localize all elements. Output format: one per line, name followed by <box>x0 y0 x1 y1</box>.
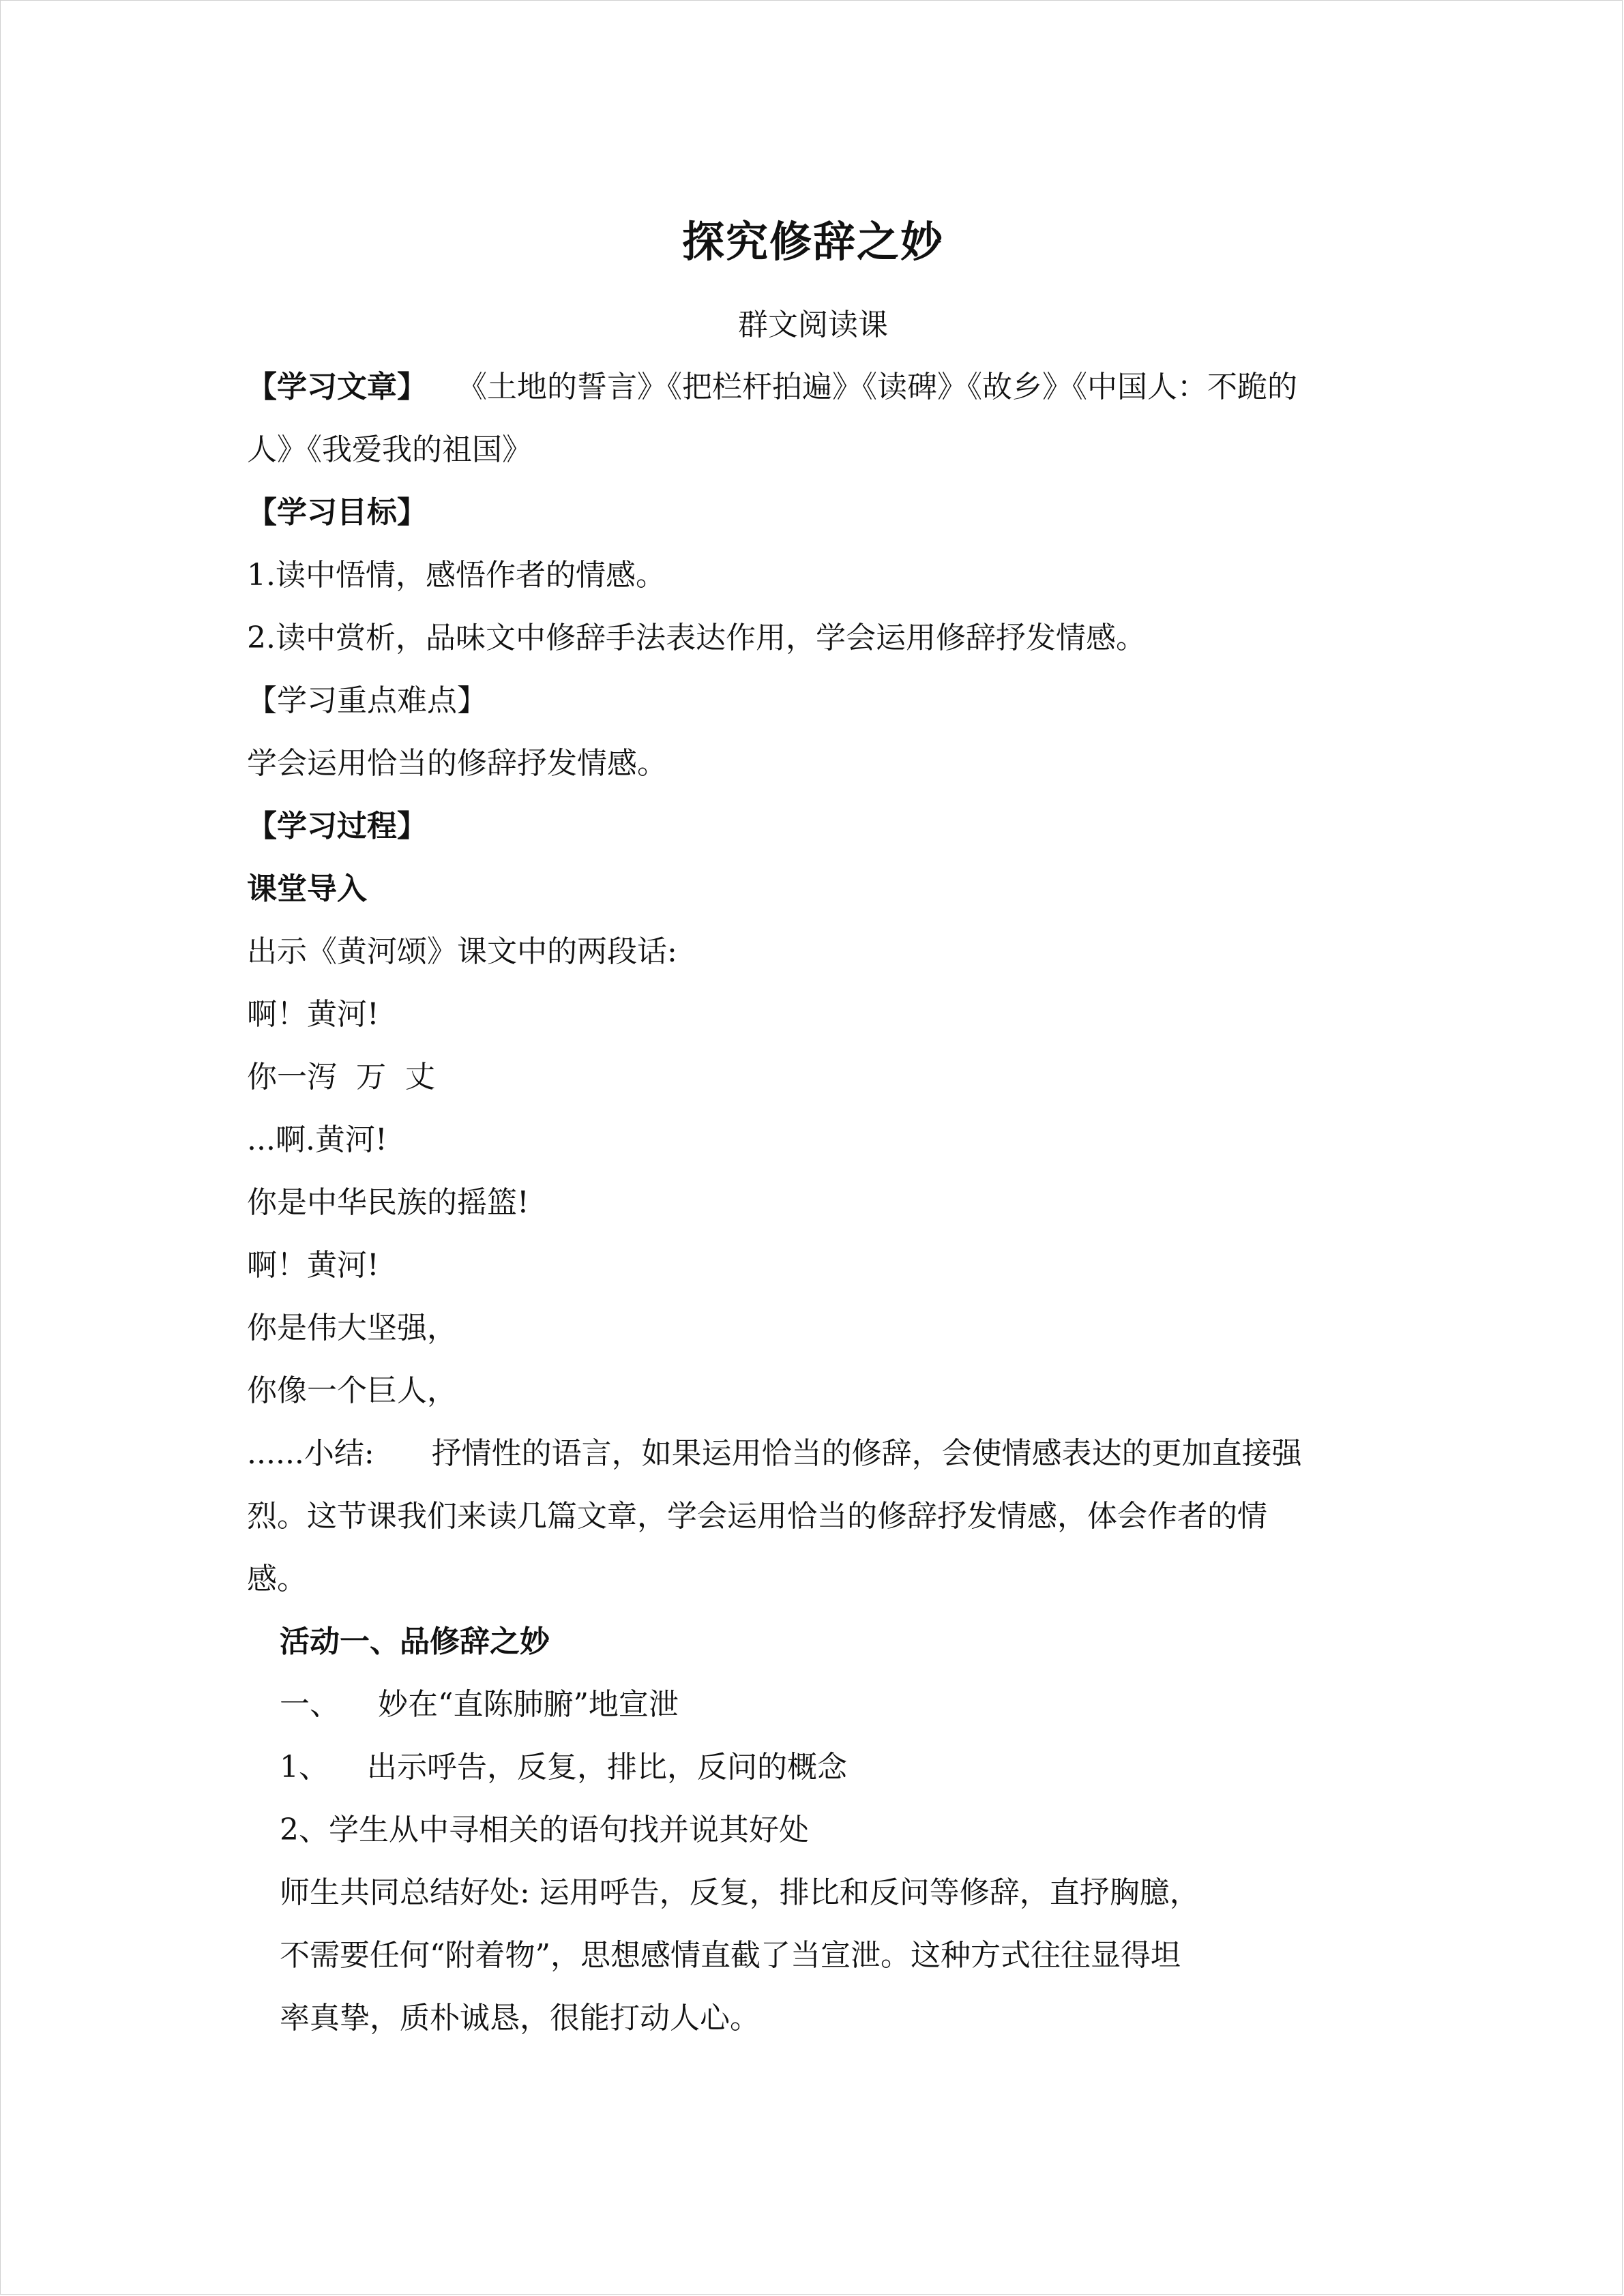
goal-2: 2.读中赏析，品味文中修辞手法表达作用，学会运用修辞抒发情感。 <box>247 621 1146 655</box>
poem-line-2: 你一泻 万 丈 <box>247 1060 435 1094</box>
articles-label: 【学习文章】 <box>247 370 427 404</box>
summary-line-3: 感。 <box>247 1562 307 1596</box>
conclusion-line-2: 不需要任何“附着物”，思想感情直截了当宣泄。这种方式往往显得坦 <box>280 1938 1181 1973</box>
document-body <box>247 356 1379 2050</box>
goal-1: 1.读中悟情，感悟作者的情感。 <box>247 558 666 593</box>
conclusion-line-1: 师生共同总结好处: 运用呼告，反复，排比和反问等修辞，直抒胸臆， <box>280 1875 1200 1910</box>
document-title: 探究修辞之妙 <box>681 217 944 267</box>
conclusion-line-3: 率真挚，质朴诚恳，很能打动人心。 <box>280 2001 760 2036</box>
summary-line-2: 烈。这节课我们来读几篇文章，学会运用恰当的修辞抒发情感，体会作者的情 <box>247 1499 1267 1534</box>
poem-line-6: 你是伟大坚强， <box>247 1311 457 1345</box>
poem-line-4: 你是中华民族的摇篮! <box>247 1185 529 1220</box>
poem-line-5: 啊！黄河! <box>247 1248 379 1283</box>
intro-text: 出示《黄河颂》课文中的两段话: <box>247 934 677 969</box>
key-points-label: 【学习重点难点】 <box>247 683 487 718</box>
document-subtitle: 群文阅读课 <box>738 308 888 342</box>
process-label: 【学习过程】 <box>247 809 427 844</box>
key-points-text: 学会运用恰当的修辞抒发情感。 <box>247 746 667 781</box>
articles-line-1 <box>247 356 1379 419</box>
articles-text-1: 《土地的誓言》《把栏杆拍遍》《读碑》《故乡》《中国人：不跪的 <box>457 370 1297 404</box>
summary-line-1: ......小结: 抒情性的语言，如果运用恰当的修辞，会使情感表达的更加直接强 <box>247 1436 1302 1471</box>
goals-label: 【学习目标】 <box>247 495 427 530</box>
section-1: 一、 妙在“直陈肺腑”地宣泄 <box>280 1687 679 1722</box>
poem-line-7: 你像一个巨人， <box>247 1373 457 1408</box>
step-2: 2、学生从中寻相关的语句找并说其好处 <box>280 1813 809 1847</box>
step-1: 1、 出示呼告，反复，排比，反问的概念 <box>280 1750 847 1785</box>
activity-heading: 活动一、品修辞之妙 <box>280 1624 550 1659</box>
poem-line-3: ...啊.黄河! <box>247 1122 387 1157</box>
poem-line-1: 啊！黄河! <box>247 997 379 1032</box>
articles-line-2: 人》《我爱我的祖国》 <box>247 432 532 467</box>
intro-heading: 课堂导入 <box>247 871 367 906</box>
